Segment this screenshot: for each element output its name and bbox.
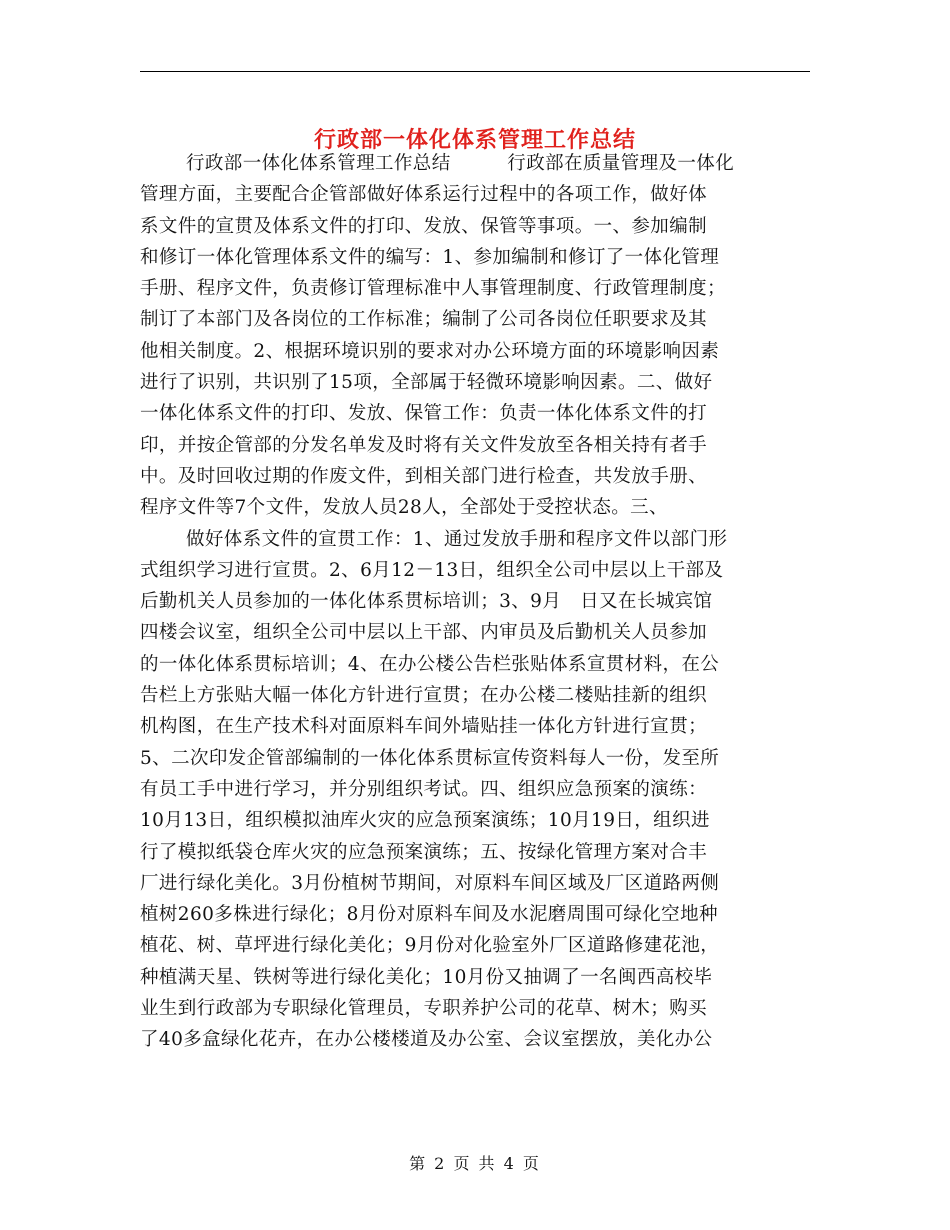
document-body bbox=[140, 148, 810, 1056]
body-line: 四楼会议室，组织全公司中层以上干部、内审员及后勤机关人员参加 bbox=[140, 622, 708, 644]
body-line: 厂进行绿化美化。3月份植树节期间，对原料车间区域及厂区道路两侧 bbox=[140, 872, 720, 894]
body-line: 植树260多株进行绿化；8月份对原料车间及水泥磨周围可绿化空地种 bbox=[140, 904, 718, 926]
body-line: 他相关制度。2、根据环境识别的要求对办公环境方面的环境影响因素 bbox=[140, 340, 720, 362]
document-title: 行政部一体化体系管理工作总结 bbox=[313, 126, 636, 153]
body-line: 式组织学习进行宣贯。2、6月12－13日，组织全公司中层以上干部及 bbox=[140, 559, 724, 581]
body-line: 业生到行政部为专职绿化管理员，专职养护公司的花草、树木；购买 bbox=[140, 998, 708, 1020]
body-line: 5、二次印发企管部编制的一体化体系贯标宣传资料每人一份，发至所 bbox=[140, 747, 720, 769]
body-line: 和修订一体化管理体系文件的编写：1、参加编制和修订了一体化管理 bbox=[140, 246, 720, 268]
body-line: 的一体化体系贯标培训；4、在办公楼公告栏张贴体系宣贯材料，在公 bbox=[140, 653, 720, 675]
body-line: 种植满天星、铁树等进行绿化美化；10月份又抽调了一名闽西高校毕 bbox=[140, 966, 713, 988]
body-line: 进行了识别，共识别了15项，全部属于轻微环境影响因素。二、做好 bbox=[140, 372, 713, 394]
body-line: 后勤机关人员参加的一体化体系贯标培训；3、9月 日又在长城宾馆 bbox=[140, 591, 713, 613]
body-line: 程序文件等7个文件，发放人员28人，全部处于受控状态。三、 bbox=[140, 497, 668, 519]
body-line: 行政部一体化体系管理工作总结 行政部在质量管理及一体化 bbox=[186, 153, 735, 174]
body-line: 手册、程序文件，负责修订管理标准中人事管理制度、行政管理制度； bbox=[140, 278, 726, 300]
body-line: 告栏上方张贴大幅一体化方针进行宣贯；在办公楼二楼贴挂新的组织 bbox=[140, 685, 708, 707]
body-line: 管理方面，主要配合企管部做好体系运行过程中的各项工作，做好体 bbox=[140, 184, 708, 206]
body-line: 一体化体系文件的打印、发放、保管工作：负责一体化体系文件的打 bbox=[140, 403, 708, 425]
body-line: 了40多盒绿化花卉，在办公楼楼道及办公室、会议室摆放，美化办公 bbox=[140, 1029, 713, 1051]
body-line: 做好体系文件的宣贯工作：1、通过发放手册和程序文件以部门形 bbox=[186, 528, 728, 550]
body-line: 中。及时回收过期的作废文件，到相关部门进行检查，共发放手册、 bbox=[140, 465, 708, 487]
body-line: 制订了本部门及各岗位的工作标准；编制了公司各岗位任职要求及其 bbox=[140, 309, 708, 331]
header-rule bbox=[140, 71, 810, 72]
body-line: 行了模拟纸袋仓库火灾的应急预案演练；五、按绿化管理方案对合丰 bbox=[140, 841, 708, 863]
body-line: 机构图，在生产技术科对面原料车间外墙贴挂一体化方针进行宣贯； bbox=[140, 716, 708, 738]
body-line: 有员工手中进行学习，并分别组织考试。四、组织应急预案的演练： bbox=[140, 778, 708, 800]
body-line: 植花、树、草坪进行绿化美化；9月份对化验室外厂区道路修建花池， bbox=[140, 935, 720, 957]
body-line: 系文件的宣贯及体系文件的打印、发放、保管等事项。一、参加编制 bbox=[140, 215, 708, 237]
body-line: 10月13日，组织模拟油库火灾的应急预案演练；10月19日，组织进 bbox=[140, 810, 710, 832]
page-number-footer: 第 2 页 共 4 页 bbox=[409, 1154, 541, 1173]
body-line: 印，并按企管部的分发名单发及时将有关文件发放至各相关持有者手 bbox=[140, 434, 708, 456]
